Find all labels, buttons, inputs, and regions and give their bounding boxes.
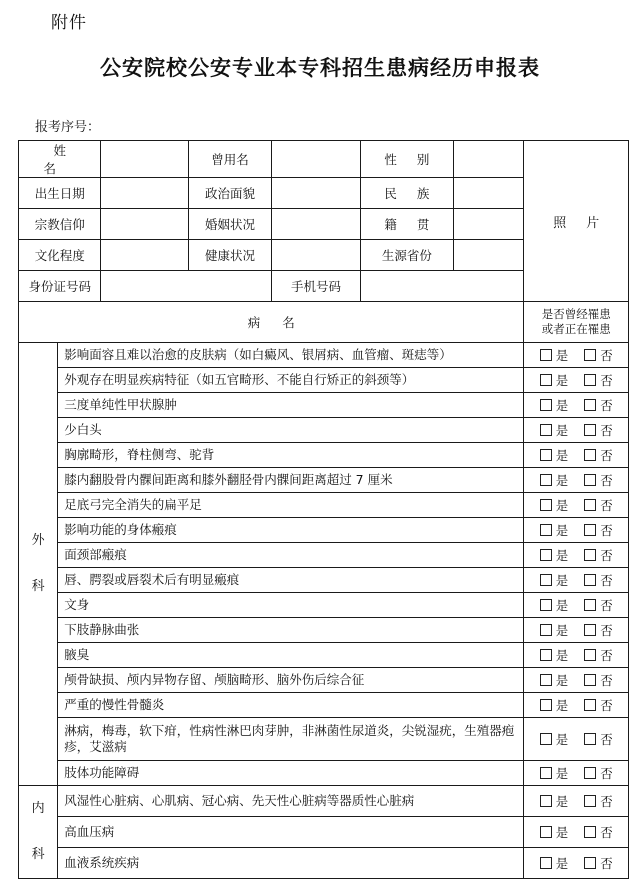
no-option[interactable] bbox=[584, 856, 613, 871]
no-checkbox[interactable] bbox=[584, 574, 596, 586]
no-label: 否 bbox=[600, 698, 613, 713]
no-checkbox[interactable] bbox=[584, 449, 596, 461]
yes-option[interactable] bbox=[540, 598, 569, 613]
category-surgery bbox=[19, 343, 58, 786]
yes-no-options bbox=[524, 518, 629, 543]
yes-no-options bbox=[524, 643, 629, 668]
yes-no-options bbox=[524, 568, 629, 593]
category-internal-char: 内 bbox=[31, 801, 45, 816]
yes-checkbox[interactable] bbox=[540, 574, 552, 586]
ethnicity-field[interactable] bbox=[454, 178, 524, 209]
yes-label: 是 bbox=[555, 598, 569, 613]
id-number-label: 身份证号码 bbox=[19, 271, 101, 302]
no-label: 否 bbox=[600, 825, 613, 840]
disease-row bbox=[19, 493, 629, 518]
no-label: 否 bbox=[600, 398, 613, 413]
yes-checkbox[interactable] bbox=[540, 374, 552, 386]
yes-no-options bbox=[524, 848, 629, 879]
yes-label: 是 bbox=[555, 448, 569, 463]
no-label: 否 bbox=[600, 448, 613, 463]
yes-label: 是 bbox=[555, 794, 569, 809]
yes-checkbox[interactable] bbox=[540, 499, 552, 511]
no-checkbox[interactable] bbox=[584, 474, 596, 486]
yes-checkbox[interactable] bbox=[540, 857, 552, 869]
category-internal-char: 科 bbox=[31, 847, 45, 862]
religion-label: 宗教信仰 bbox=[19, 209, 101, 240]
yes-checkbox[interactable] bbox=[540, 349, 552, 361]
yes-option[interactable] bbox=[540, 373, 569, 388]
photo-box[interactable]: 照片 bbox=[524, 141, 629, 302]
yes-option[interactable] bbox=[540, 732, 569, 747]
no-checkbox[interactable] bbox=[584, 733, 596, 745]
no-option[interactable] bbox=[584, 766, 613, 781]
no-option[interactable] bbox=[584, 732, 613, 747]
disease-row bbox=[19, 543, 629, 568]
yes-option[interactable] bbox=[540, 648, 569, 663]
yes-checkbox[interactable] bbox=[540, 795, 552, 807]
religion-field[interactable] bbox=[101, 209, 188, 240]
no-option[interactable] bbox=[584, 825, 613, 840]
no-checkbox[interactable] bbox=[584, 649, 596, 661]
yes-no-options bbox=[524, 618, 629, 643]
no-option[interactable] bbox=[584, 573, 613, 588]
birth-date-label: 出生日期 bbox=[19, 178, 101, 209]
yes-no-options bbox=[524, 786, 629, 817]
disease-row bbox=[19, 761, 629, 786]
disease-name: 文身 bbox=[58, 593, 524, 618]
disease-name: 风湿性心脏病、心肌病、冠心病、先天性心脏病等器质性心脏病 bbox=[58, 786, 524, 817]
disease-row bbox=[19, 817, 629, 848]
disease-table-header bbox=[19, 302, 629, 343]
yes-label: 是 bbox=[555, 398, 569, 413]
yes-option[interactable] bbox=[540, 766, 569, 781]
no-label: 否 bbox=[600, 423, 613, 438]
disease-name: 严重的慢性骨髓炎 bbox=[58, 693, 524, 718]
no-option[interactable] bbox=[584, 523, 613, 538]
education-label: 文化程度 bbox=[19, 240, 101, 271]
political-status-label: 政治面貌 bbox=[188, 178, 271, 209]
yes-checkbox[interactable] bbox=[540, 474, 552, 486]
disease-name: 血液系统疾病 bbox=[58, 848, 524, 879]
no-checkbox[interactable] bbox=[584, 674, 596, 686]
no-label: 否 bbox=[600, 348, 613, 363]
disease-row bbox=[19, 393, 629, 418]
yes-checkbox[interactable] bbox=[540, 733, 552, 745]
no-option[interactable] bbox=[584, 473, 613, 488]
yes-option[interactable] bbox=[540, 794, 569, 809]
disease-name: 颅骨缺损、颅内异物存留、颅脑畸形、脑外伤后综合征 bbox=[58, 668, 524, 693]
marital-status-label: 婚姻状况 bbox=[188, 209, 271, 240]
no-label: 否 bbox=[600, 373, 613, 388]
disease-row bbox=[19, 343, 629, 368]
source-province-field[interactable] bbox=[454, 240, 524, 271]
no-option[interactable] bbox=[584, 373, 613, 388]
disease-name: 腋臭 bbox=[58, 643, 524, 668]
yes-label: 是 bbox=[555, 348, 569, 363]
no-label: 否 bbox=[600, 598, 613, 613]
yes-label: 是 bbox=[555, 498, 569, 513]
yes-option[interactable] bbox=[540, 473, 569, 488]
yes-checkbox[interactable] bbox=[540, 424, 552, 436]
gender-field[interactable] bbox=[454, 141, 524, 178]
question-header-line1: 是否曾经罹患 bbox=[541, 307, 611, 321]
yes-no-options bbox=[524, 593, 629, 618]
disease-row bbox=[19, 848, 629, 879]
yes-no-options bbox=[524, 368, 629, 393]
disease-name: 肢体功能障碍 bbox=[58, 761, 524, 786]
no-checkbox[interactable] bbox=[584, 399, 596, 411]
no-checkbox[interactable] bbox=[584, 624, 596, 636]
category-surgery-char: 科 bbox=[31, 579, 45, 594]
yes-option[interactable] bbox=[540, 548, 569, 563]
disease-row bbox=[19, 718, 629, 761]
yes-label: 是 bbox=[555, 623, 569, 638]
no-checkbox[interactable] bbox=[584, 826, 596, 838]
yes-checkbox[interactable] bbox=[540, 549, 552, 561]
yes-label: 是 bbox=[555, 548, 569, 563]
yes-label: 是 bbox=[555, 373, 569, 388]
no-label: 否 bbox=[600, 856, 613, 871]
yes-checkbox[interactable] bbox=[540, 649, 552, 661]
no-option[interactable] bbox=[584, 794, 613, 809]
yes-checkbox[interactable] bbox=[540, 767, 552, 779]
no-label: 否 bbox=[600, 732, 613, 747]
yes-checkbox[interactable] bbox=[540, 399, 552, 411]
yes-label: 是 bbox=[555, 648, 569, 663]
no-option[interactable] bbox=[584, 698, 613, 713]
no-option[interactable] bbox=[584, 348, 613, 363]
yes-option[interactable] bbox=[540, 673, 569, 688]
declaration-form-table bbox=[18, 140, 629, 879]
yes-checkbox[interactable] bbox=[540, 699, 552, 711]
yes-label: 是 bbox=[555, 573, 569, 588]
source-province-label: 生源省份 bbox=[360, 240, 453, 271]
no-checkbox[interactable] bbox=[584, 699, 596, 711]
yes-checkbox[interactable] bbox=[540, 674, 552, 686]
ethnicity-label: 民族 bbox=[360, 178, 453, 209]
disease-name: 胸廓畸形，脊柱侧弯、驼背 bbox=[58, 443, 524, 468]
no-checkbox[interactable] bbox=[584, 767, 596, 779]
disease-name: 少白头 bbox=[58, 418, 524, 443]
no-checkbox[interactable] bbox=[584, 599, 596, 611]
question-header-line2: 或者正在罹患 bbox=[541, 322, 611, 336]
name-field[interactable] bbox=[101, 141, 188, 178]
disease-name: 外观存在明显疾病特征（如五官畸形、不能自行矫正的斜颈等） bbox=[58, 368, 524, 393]
category-surgery-char: 外 bbox=[31, 533, 45, 548]
no-checkbox[interactable] bbox=[584, 374, 596, 386]
yes-option[interactable] bbox=[540, 498, 569, 513]
disease-row bbox=[19, 568, 629, 593]
yes-option[interactable] bbox=[540, 348, 569, 363]
no-label: 否 bbox=[600, 648, 613, 663]
disease-row bbox=[19, 618, 629, 643]
native-place-label: 籍贯 bbox=[360, 209, 453, 240]
no-label: 否 bbox=[600, 766, 613, 781]
yes-label: 是 bbox=[555, 856, 569, 871]
yes-checkbox[interactable] bbox=[540, 826, 552, 838]
disease-row bbox=[19, 518, 629, 543]
gender-label: 性别 bbox=[360, 141, 453, 178]
no-option[interactable] bbox=[584, 448, 613, 463]
yes-label: 是 bbox=[555, 825, 569, 840]
health-status-field[interactable] bbox=[272, 240, 360, 271]
surgery-section bbox=[19, 343, 629, 786]
no-option[interactable] bbox=[584, 423, 613, 438]
disease-row bbox=[19, 468, 629, 493]
yes-option[interactable] bbox=[540, 825, 569, 840]
yes-option[interactable] bbox=[540, 523, 569, 538]
yes-label: 是 bbox=[555, 732, 569, 747]
yes-no-options bbox=[524, 668, 629, 693]
yes-no-options bbox=[524, 817, 629, 848]
disease-name: 面颈部瘢痕 bbox=[58, 543, 524, 568]
id-number-field[interactable] bbox=[101, 271, 272, 302]
form-title: 公安院校公安专业本专科招生患病经历申报表 bbox=[100, 55, 540, 80]
no-checkbox[interactable] bbox=[584, 499, 596, 511]
disease-column-header: 病名 bbox=[19, 302, 524, 343]
yes-no-options bbox=[524, 393, 629, 418]
no-option[interactable] bbox=[584, 648, 613, 663]
yes-no-options bbox=[524, 418, 629, 443]
disease-row bbox=[19, 668, 629, 693]
native-place-field[interactable] bbox=[454, 209, 524, 240]
yes-checkbox[interactable] bbox=[540, 449, 552, 461]
disease-name: 影响面容且难以治愈的皮肤病（如白癜风、银屑病、血管瘤、斑痣等） bbox=[58, 343, 524, 368]
yes-label: 是 bbox=[555, 523, 569, 538]
disease-name: 足底弓完全消失的扁平足 bbox=[58, 493, 524, 518]
no-option[interactable] bbox=[584, 598, 613, 613]
no-checkbox[interactable] bbox=[584, 549, 596, 561]
yes-option[interactable] bbox=[540, 623, 569, 638]
no-label: 否 bbox=[600, 623, 613, 638]
yes-no-options bbox=[524, 343, 629, 368]
internal-section bbox=[19, 786, 629, 879]
disease-row bbox=[19, 643, 629, 668]
name-label: 姓名 bbox=[19, 141, 101, 178]
no-label: 否 bbox=[600, 794, 613, 809]
no-label: 否 bbox=[600, 673, 613, 688]
yes-label: 是 bbox=[555, 673, 569, 688]
no-checkbox[interactable] bbox=[584, 857, 596, 869]
education-field[interactable] bbox=[101, 240, 188, 271]
phone-label: 手机号码 bbox=[272, 271, 360, 302]
disease-name: 高血压病 bbox=[58, 817, 524, 848]
yes-label: 是 bbox=[555, 698, 569, 713]
no-label: 否 bbox=[600, 473, 613, 488]
no-label: 否 bbox=[600, 498, 613, 513]
yes-no-options bbox=[524, 693, 629, 718]
former-name-field[interactable] bbox=[272, 141, 360, 178]
no-checkbox[interactable] bbox=[584, 349, 596, 361]
disease-row bbox=[19, 693, 629, 718]
no-checkbox[interactable] bbox=[584, 795, 596, 807]
yes-option[interactable] bbox=[540, 698, 569, 713]
disease-name: 下肢静脉曲张 bbox=[58, 618, 524, 643]
yes-checkbox[interactable] bbox=[540, 624, 552, 636]
political-status-field[interactable] bbox=[272, 178, 360, 209]
disease-row bbox=[19, 418, 629, 443]
no-checkbox[interactable] bbox=[584, 524, 596, 536]
info-row-1 bbox=[19, 141, 629, 178]
disease-name: 三度单纯性甲状腺肿 bbox=[58, 393, 524, 418]
attachment-label: 附件 bbox=[51, 13, 87, 33]
no-option[interactable] bbox=[584, 398, 613, 413]
category-internal bbox=[19, 786, 58, 879]
yes-no-options bbox=[524, 443, 629, 468]
question-column-header bbox=[524, 302, 629, 343]
no-option[interactable] bbox=[584, 673, 613, 688]
disease-name: 淋病，梅毒，软下疳，性病性淋巴肉芽肿，非淋菌性尿道炎，尖锐湿疣，生殖器疱疹，艾滋病 bbox=[58, 718, 524, 761]
disease-row bbox=[19, 593, 629, 618]
no-option[interactable] bbox=[584, 548, 613, 563]
birth-date-field[interactable] bbox=[101, 178, 188, 209]
yes-no-options bbox=[524, 493, 629, 518]
serial-number-label: 报考序号： bbox=[35, 120, 101, 135]
no-label: 否 bbox=[600, 523, 613, 538]
disease-name: 唇、腭裂或唇裂术后有明显瘢痕 bbox=[58, 568, 524, 593]
disease-row bbox=[19, 443, 629, 468]
yes-no-options bbox=[524, 761, 629, 786]
yes-option[interactable] bbox=[540, 448, 569, 463]
disease-row bbox=[19, 368, 629, 393]
no-checkbox[interactable] bbox=[584, 424, 596, 436]
yes-option[interactable] bbox=[540, 398, 569, 413]
yes-no-options bbox=[524, 468, 629, 493]
yes-label: 是 bbox=[555, 423, 569, 438]
phone-field[interactable] bbox=[360, 271, 524, 302]
yes-option[interactable] bbox=[540, 573, 569, 588]
no-label: 否 bbox=[600, 548, 613, 563]
marital-status-field[interactable] bbox=[272, 209, 360, 240]
no-option[interactable] bbox=[584, 498, 613, 513]
disease-name: 影响功能的身体瘢痕 bbox=[58, 518, 524, 543]
yes-checkbox[interactable] bbox=[540, 524, 552, 536]
no-option[interactable] bbox=[584, 623, 613, 638]
yes-no-options bbox=[524, 718, 629, 761]
yes-option[interactable] bbox=[540, 856, 569, 871]
no-label: 否 bbox=[600, 573, 613, 588]
yes-option[interactable] bbox=[540, 423, 569, 438]
health-status-label: 健康状况 bbox=[188, 240, 271, 271]
former-name-label: 曾用名 bbox=[188, 141, 271, 178]
disease-name: 膝内翻股骨内髁间距离和膝外翻胫骨内髁间距离超过 7 厘米 bbox=[58, 468, 524, 493]
yes-label: 是 bbox=[555, 766, 569, 781]
yes-label: 是 bbox=[555, 473, 569, 488]
disease-row bbox=[19, 786, 629, 817]
yes-checkbox[interactable] bbox=[540, 599, 552, 611]
yes-no-options bbox=[524, 543, 629, 568]
